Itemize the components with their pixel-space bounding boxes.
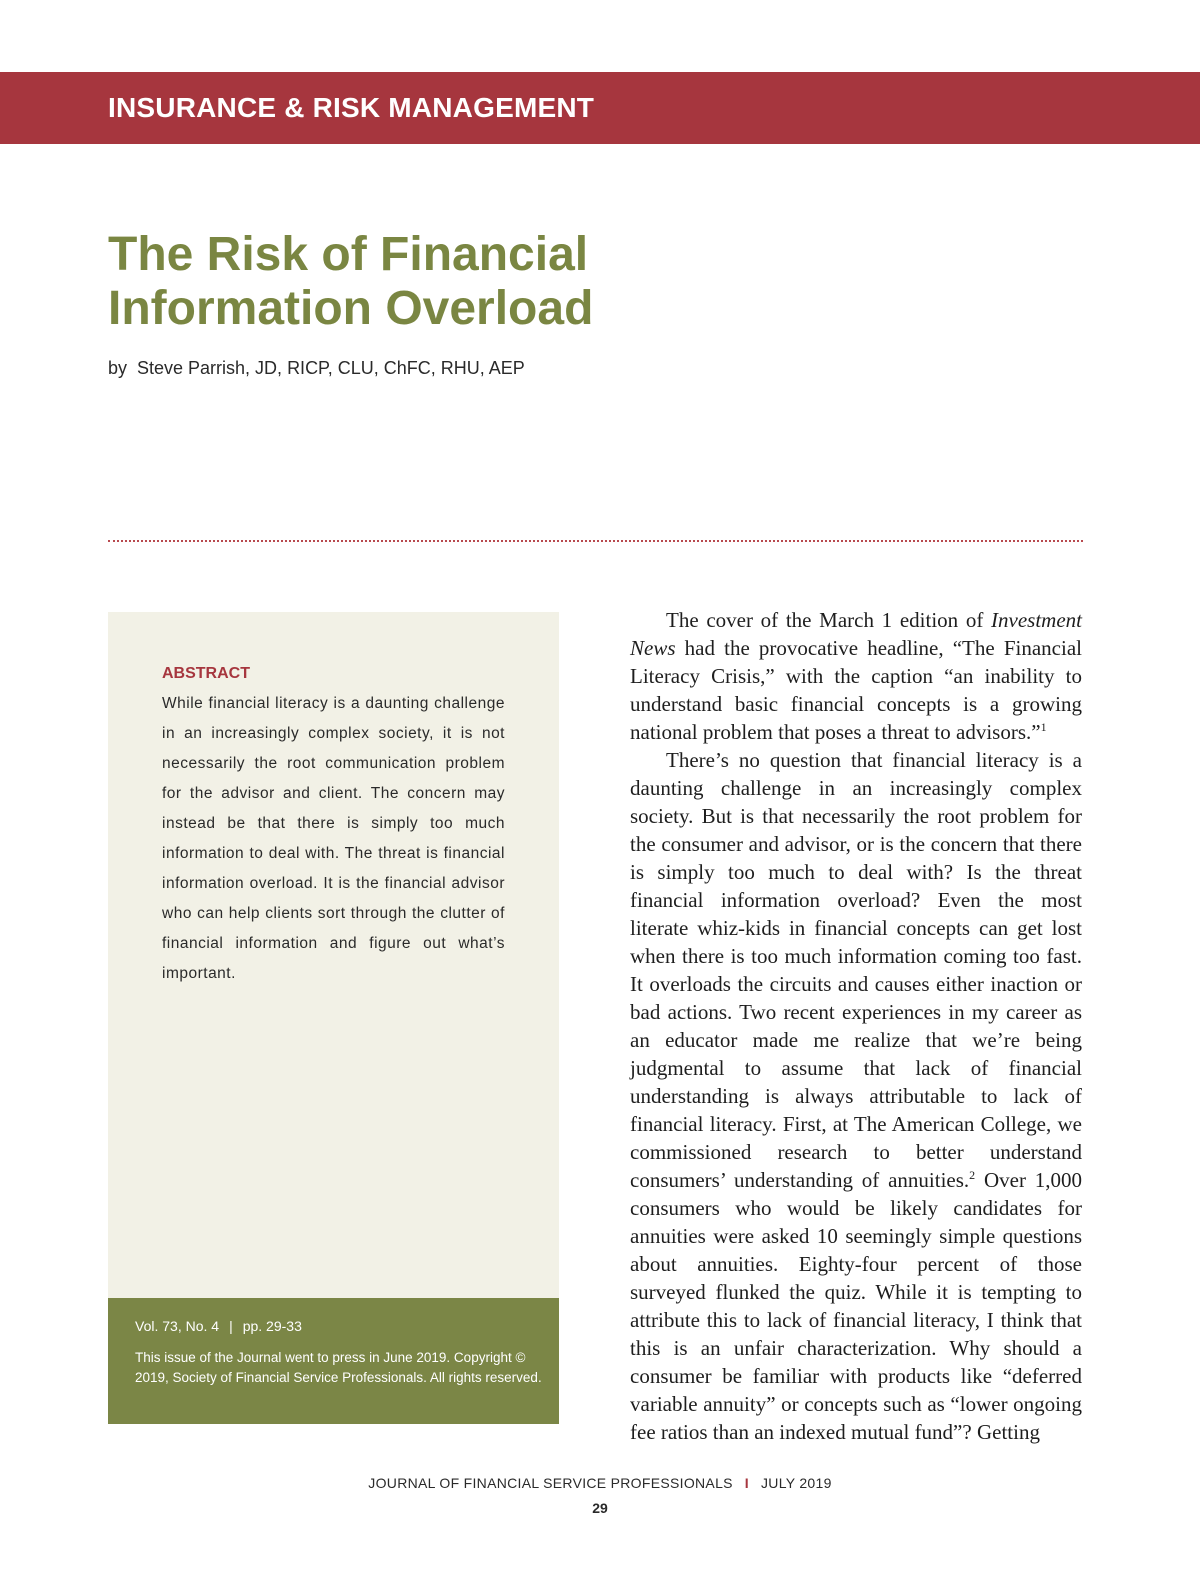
abstract-heading: ABSTRACT — [162, 665, 250, 682]
issue-date: JULY 2019 — [761, 1475, 832, 1491]
footer-separator: I — [744, 1475, 749, 1491]
body-text-span: There’s no question that financial literacy is a daunting challenge in an increasingly complex society. But is that necessarily the root problem for the consumer and advisor, or is the concern that there is simply too much to deal with? Is the threat financial information overload? Even the most literate whiz-kids in financial concepts can get lost when there is too much information coming too fast. It overloads the circuits and causes either inaction or bad actions. Two recent experiences in my career as an educator made me realize that we’re being judgmental to assume that lack of financial understanding is always attributable to lack of financial literacy. First, at The American College, we commissioned research to better understand consumers’ understanding of annuities. — [630, 748, 1082, 1192]
section-label: INSURANCE & RISK MANAGEMENT — [108, 92, 595, 123]
article-title: The Risk of Financial Information Overload — [108, 228, 594, 335]
abstract-text: While financial literacy is a daunting challenge in an increasingly complex society, it is not necessarily the root communication problem for the advisor and client. The concern may instead be that there is simply too much information to deal with. The threat is financial information overload. It is the financial advisor who can help clients sort through the clutter of financial information and figure out what’s important. — [162, 695, 505, 982]
byline — [108, 358, 525, 379]
journal-name: JOURNAL OF FINANCIAL SERVICE PROFESSIONALS — [368, 1475, 733, 1491]
abstract-box — [108, 612, 559, 1298]
publication-info-box — [108, 1298, 559, 1424]
body-text-span: Over 1,000 consumers who would be likely candidates for annuities were asked 10 seemingly simple questions about annuities. Eighty-four percent of those surveyed flunked the quiz. While it is tempting to attribute this to lack of financial literacy, I think that this is an unfair characterization. Why should a consumer be familiar with products like “deferred variable annuity” or concepts such as “lower ongoing fee ratios than an indexed mutual fund”? Getting — [630, 1168, 1082, 1444]
volume-line — [135, 1318, 302, 1334]
author-name: Steve Parrish, JD, RICP, CLU, ChFC, RHU, AEP — [137, 358, 525, 378]
body-text-span: The cover of the March 1 edition of — [666, 608, 992, 632]
page-number: 29 — [592, 1500, 608, 1516]
footnote-ref-1: 1 — [1040, 720, 1047, 734]
byline-prefix: by — [108, 358, 128, 378]
footer-journal-line — [0, 1475, 1200, 1491]
volume-number: Vol. 73, No. 4 — [135, 1318, 220, 1334]
publication-name: Investment News — [630, 608, 1082, 660]
copyright-note: This issue of the Journal went to press in June 2019. Copyright © 2019, Society of Financial Service Professionals. All rights reserved. — [135, 1350, 542, 1385]
volume-separator: | — [229, 1318, 233, 1334]
article-body — [630, 606, 1082, 1446]
body-paragraph-1 — [630, 606, 1082, 746]
footnote-ref-2: 2 — [969, 1168, 976, 1182]
dotted-divider — [108, 540, 1083, 542]
body-paragraph-2 — [630, 746, 1082, 1446]
section-banner — [0, 72, 1200, 144]
body-text-span: had the provocative headline, “The Financial Literacy Crisis,” with the caption “an inability to understand basic financial concepts is a growing national problem that poses a threat to advisors.” — [630, 636, 1082, 744]
page-range: pp. 29-33 — [242, 1318, 302, 1334]
